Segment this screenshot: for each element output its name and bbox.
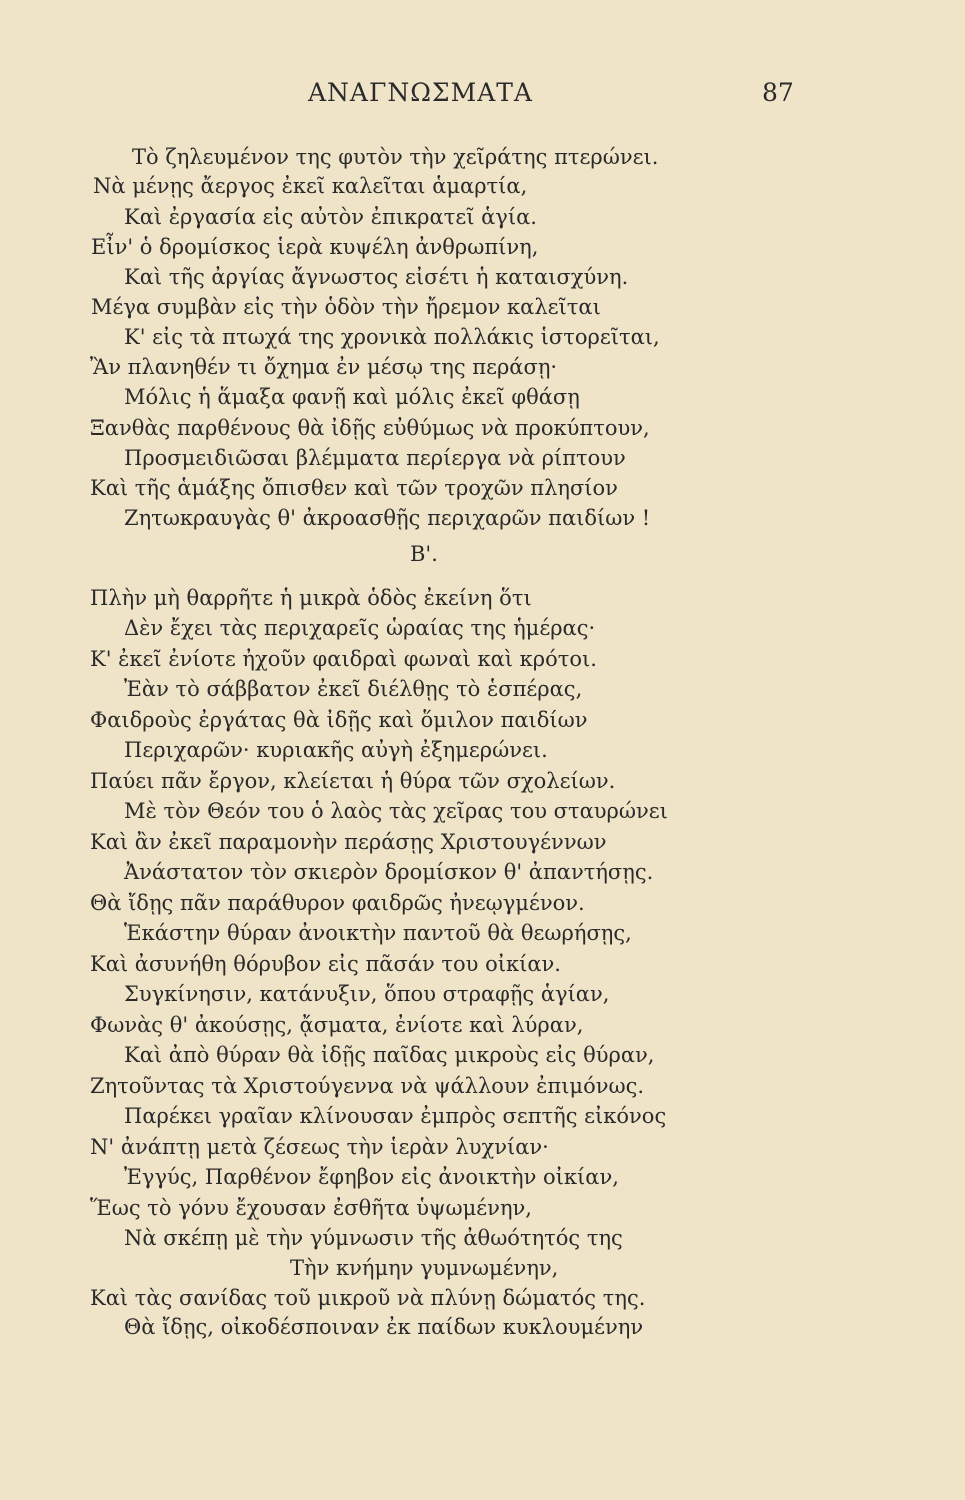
section-heading: Β'.: [410, 542, 438, 566]
poem-line: Ἐγγύς, Παρθένον ἔφηβον εἰς ἀνοικτὴν οἰκίαν,: [124, 1165, 619, 1189]
poem-line: Ἕως τὸ γόνυ ἔχουσαν ἐσθῆτα ὑψωμένην,: [90, 1196, 532, 1220]
poem-line: Καὶ τῆς ἁμάξης ὄπισθεν καὶ τῶν τροχῶν πλησίον: [90, 476, 618, 500]
poem-line: Προσμειδιῶσαι βλέμματα περίεργα νὰ ρίπτουν: [124, 446, 626, 470]
poem-line: Καὶ τὰς σανίδας τοῦ μικροῦ νὰ πλύνῃ δώματός της.: [90, 1286, 646, 1310]
poem-line: Τὸ ζηλευμένον της φυτὸν τὴν χεῖράτης πτερώνει.: [132, 145, 659, 169]
poem-line: Συγκίνησιν, κατάνυξιν, ὅπου στραφῇς ἁγίαν,: [124, 982, 610, 1006]
poem-line: Ζητωκραυγὰς θ' ἀκροασθῇς περιχαρῶν παιδίων !: [124, 506, 651, 530]
page-header: [0, 78, 965, 118]
poem-line: Περιχαρῶν· κυριακῆς αὐγὴ ἐξημερώνει.: [124, 738, 548, 762]
poem-line: Ἀνάστατον τὸν σκιερὸν δρομίσκον θ' ἀπαντήσῃς.: [124, 860, 654, 884]
poem-line: Κ' ἐκεῖ ἐνίοτε ἠχοῦν φαιδραὶ φωναὶ καὶ κρότοι.: [90, 647, 597, 671]
poem-line: Κ' εἰς τὰ πτωχά της χρονικὰ πολλάκις ἱστορεῖται,: [124, 325, 660, 349]
poem-line: Εἶν' ὁ δρομίσκος ἱερὰ κυψέλη ἀνθρωπίνη,: [91, 235, 539, 259]
poem-line: Φαιδροὺς ἐργάτας θὰ ἰδῇς καὶ ὅμιλον παιδίων: [90, 708, 588, 732]
poem-line: Ξανθὰς παρθένους θὰ ἰδῇς εὐθύμως νὰ προκύπτουν,: [90, 416, 650, 440]
poem-line: Καὶ ἂν ἐκεῖ παραμονὴν περάσῃς Χριστουγέννων: [90, 830, 607, 854]
poem-line: Θὰ ἴδῃς, οἰκοδέσποιναν ἐκ παίδων κυκλουμένην: [124, 1315, 644, 1339]
poem-line: Νὰ σκέπῃ μὲ τὴν γύμνωσιν τῆς ἀθωότητός της: [124, 1226, 623, 1250]
poem-line: Ζητοῦντας τὰ Χριστούγεννα νὰ ψάλλουν ἐπιμόνως.: [90, 1074, 645, 1098]
poem-line: Ἑκάστην θύραν ἀνοικτὴν παντοῦ θὰ θεωρήσῃς,: [124, 921, 632, 945]
poem-line: Παύει πᾶν ἔργον, κλείεται ἡ θύρα τῶν σχολείων.: [90, 769, 616, 793]
poem-line: Τὴν κνήμην γυμνωμένην,: [290, 1256, 559, 1280]
page-number: 87: [762, 78, 794, 107]
poem-line: Καὶ ἀπὸ θύραν θὰ ἰδῇς παῖδας μικροὺς εἰς θύραν,: [124, 1043, 655, 1067]
poem-line: Φωνὰς θ' ἀκούσῃς, ᾄσματα, ἐνίοτε καὶ λύραν,: [90, 1013, 584, 1037]
poem-line: Θὰ ἴδῃς πᾶν παράθυρον φαιδρῶς ἠνεῳγμένον.: [90, 891, 585, 915]
poem-line: Ἂν πλανηθέν τι ὄχημα ἐν μέσῳ της περάσῃ·: [90, 355, 558, 379]
poem-line: Μόλις ἡ ἅμαξα φανῇ καὶ μόλις ἐκεῖ φθάσῃ: [124, 385, 580, 409]
poem-line: Νὰ μένῃς ἄεργος ἐκεῖ καλεῖται ἁμαρτία,: [93, 174, 528, 198]
poem-line: Μὲ τὸν Θεόν του ὁ λαὸς τὰς χεῖρας του σταυρώνει: [124, 799, 668, 823]
poem-line: Παρέκει γραῖαν κλίνουσαν ἐμπρὸς σεπτῆς εἰκόνος: [124, 1104, 667, 1128]
poem-line: Ν' ἀνάπτῃ μετὰ ζέσεως τὴν ἱερὰν λυχνίαν·: [90, 1135, 549, 1159]
poem-line: Ἐὰν τὸ σάββατον ἐκεῖ διέλθῃς τὸ ἑσπέρας,: [124, 677, 583, 701]
running-title: ΑΝΑΓΝΩΣΜΑΤΑ: [308, 78, 533, 107]
poem-line: Καὶ ἀσυνήθη θόρυβον εἰς πᾶσάν του οἰκίαν.: [90, 952, 561, 976]
poem-line: Δὲν ἔχει τὰς περιχαρεῖς ὡραίας της ἡμέρας·: [124, 616, 596, 640]
poem-line: Καὶ τῆς ἀργίας ἄγνωστος εἰσέτι ἡ καταισχύνη.: [124, 265, 629, 289]
poem-line: Μέγα συμβὰν εἰς τὴν ὁδὸν τὴν ἤρεμον καλεῖται: [91, 295, 601, 319]
poem-line: Πλὴν μὴ θαρρῆτε ἡ μικρὰ ὁδὸς ἐκείνη ὅτι: [90, 586, 532, 610]
poem-line: Καὶ ἐργασία εἰς αὐτὸν ἐπικρατεῖ ἁγία.: [124, 205, 537, 229]
